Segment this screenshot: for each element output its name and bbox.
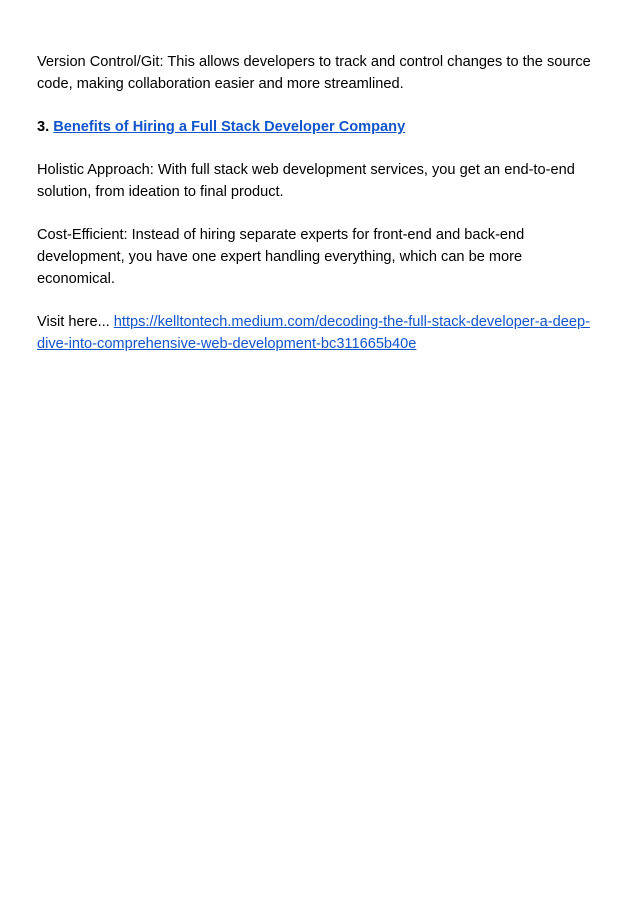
version-control-paragraph: Version Control/Git: This allows developers to track and control changes to the source code, making collaboration easier and more streamlined. [37, 54, 591, 92]
holistic-approach-paragraph: Holistic Approach: With full stack web development services, you get an end-to-end solution, from ideation to final product. [37, 162, 575, 200]
article-link[interactable]: https://kelltontech.medium.com/decoding-the-full-stack-developer-a-deep-dive-into-comprehensive-web-development-bc311665b40e [37, 314, 590, 352]
section-number: 3. [37, 119, 50, 135]
section-title-link[interactable]: Benefits of Hiring a Full Stack Developer Company [53, 119, 406, 135]
cost-efficient-paragraph: Cost-Efficient: Instead of hiring separate experts for front-end and back-end development, you have one expert handling everything, which can be more economical. [37, 227, 525, 287]
section-heading [37, 116, 603, 138]
document-page [37, 51, 603, 376]
visit-paragraph [37, 311, 603, 355]
visit-prefix: Visit here... [37, 314, 110, 330]
